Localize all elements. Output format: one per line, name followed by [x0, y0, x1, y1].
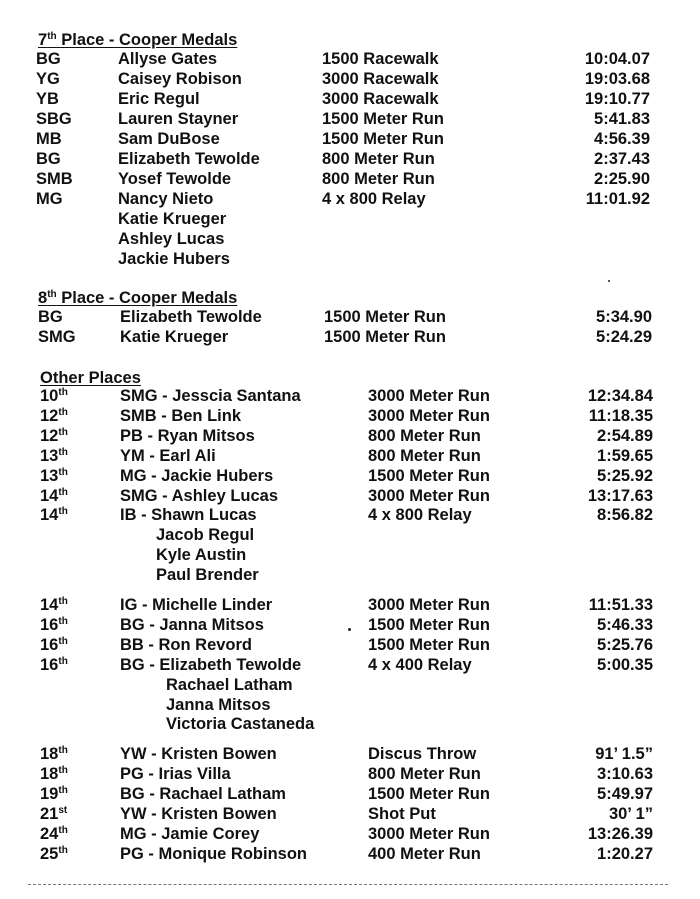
place-label [40, 446, 68, 466]
result-row [0, 426, 700, 446]
relay-member-row [0, 714, 700, 734]
heading-text: Place - Cooper Medals [56, 31, 238, 49]
athlete-name: Nancy Nieto [118, 190, 214, 208]
result-time: 19:03.68 [584, 70, 650, 88]
athlete-name: MG - Jamie Corey [120, 824, 260, 843]
event-name: 3000 Meter Run [368, 824, 490, 843]
result-time: 11:01.92 [585, 190, 650, 208]
place-suffix: th [58, 615, 68, 627]
event-name: 3000 Racewalk [322, 70, 439, 88]
place-number: 12 [40, 426, 59, 445]
place-number: 19 [40, 785, 59, 804]
place-suffix: th [58, 824, 68, 836]
event-name: 3000 Meter Run [368, 406, 490, 425]
place-label [40, 824, 68, 844]
event-name: 4 x 400 Relay [368, 655, 472, 674]
place-number: 14 [40, 506, 59, 525]
result-row [0, 169, 700, 189]
result-row [0, 327, 700, 347]
place-number: 14 [40, 596, 59, 614]
result-row [0, 824, 700, 844]
result-row [0, 844, 700, 864]
event-name: 1500 Meter Run [368, 615, 490, 634]
grade-code: MG [36, 190, 63, 208]
result-time: 5:25.92 [597, 466, 653, 485]
scan-speck [608, 280, 610, 282]
result-time: 5:34.90 [596, 308, 652, 326]
result-time: 1:20.27 [597, 844, 653, 863]
athlete-name: BG - Janna Mitsos [120, 615, 264, 634]
place-number: 14 [40, 486, 59, 505]
grade-code: BG [36, 50, 61, 68]
grade-code: SBG [36, 110, 72, 128]
result-row [0, 307, 700, 327]
result-time: 30’ 1” [608, 805, 653, 823]
result-row [0, 804, 700, 824]
eighth-place-heading [38, 288, 237, 308]
athlete-name: BB - Ron Revord [120, 635, 252, 654]
athlete-name: Elizabeth Tewolde [118, 150, 260, 168]
place-label [40, 744, 68, 764]
grade-code: MB [36, 130, 62, 148]
relay-member-row [0, 209, 700, 229]
result-time: 3:10.63 [597, 765, 653, 784]
athlete-name: SMG - Jesscia Santana [120, 387, 301, 405]
result-row [0, 149, 700, 169]
grade-code: YB [36, 90, 59, 108]
result-row [0, 784, 700, 804]
place-label [40, 505, 68, 525]
place-number: 16 [40, 615, 59, 634]
event-name: 800 Meter Run [368, 446, 481, 465]
grade-code: SMB [36, 170, 73, 188]
place-label [40, 844, 68, 864]
result-time: 5:24.29 [596, 328, 652, 346]
heading-place-number: 8 [38, 289, 48, 307]
place-number: 16 [40, 635, 59, 654]
event-name: 4 x 800 Relay [322, 190, 426, 208]
event-name: 1500 Meter Run [322, 110, 444, 128]
place-suffix: th [58, 446, 68, 458]
relay-member-row [0, 229, 700, 249]
result-row [0, 49, 700, 69]
place-suffix: th [58, 466, 68, 478]
place-label [40, 764, 68, 784]
event-name: Shot Put [368, 805, 436, 823]
event-name: 1500 Meter Run [322, 130, 444, 148]
result-time: 91’ 1.5” [595, 745, 653, 764]
result-time: 1:59.65 [597, 446, 653, 465]
relay-member-name: Kyle Austin [156, 546, 247, 565]
place-label [40, 595, 68, 615]
result-time: 10:04.07 [584, 50, 650, 68]
athlete-name: Caisey Robison [118, 70, 242, 88]
relay-member-name: Jacob Regul [156, 526, 255, 545]
athlete-name: Sam DuBose [118, 130, 220, 148]
result-row [0, 69, 700, 89]
place-label [40, 655, 68, 675]
place-number: 25 [40, 844, 59, 863]
result-row [0, 109, 700, 129]
relay-member-row [0, 545, 700, 565]
eighth-place-heading-row [0, 288, 700, 308]
athlete-name: IB - Shawn Lucas [120, 506, 257, 525]
place-suffix: th [58, 506, 68, 518]
place-number: 18 [40, 745, 59, 764]
result-row [0, 386, 700, 406]
athlete-name: YM - Earl Ali [120, 446, 216, 465]
grade-code: YG [36, 70, 60, 88]
place-label [40, 486, 68, 506]
athlete-name: PG - Irias Villa [120, 765, 231, 784]
place-label [40, 406, 68, 426]
event-name: 3000 Racewalk [322, 90, 439, 108]
result-time: 19:10.77 [584, 90, 650, 108]
relay-member-row [0, 565, 700, 585]
result-time: 5:41.83 [594, 110, 650, 128]
heading-place-suffix: th [47, 289, 57, 300]
place-suffix: st [58, 805, 68, 816]
athlete-name: YW - Kristen Bowen [120, 805, 277, 823]
place-number: 18 [40, 765, 59, 784]
relay-member-name: Ashley Lucas [118, 230, 225, 248]
relay-member-name: Jackie Hubers [118, 250, 230, 268]
place-suffix: th [58, 655, 68, 667]
event-name: 1500 Meter Run [368, 466, 490, 485]
relay-member-name: Paul Brender [156, 566, 259, 585]
place-number: 13 [40, 466, 59, 485]
event-name: 1500 Meter Run [368, 785, 490, 804]
event-name: 400 Meter Run [368, 844, 481, 863]
result-time: 8:56.82 [597, 506, 653, 525]
heading-place-number: 7 [38, 31, 48, 49]
relay-member-row [0, 249, 700, 269]
place-suffix: th [58, 785, 68, 797]
result-row [0, 89, 700, 109]
grade-code: BG [38, 308, 63, 326]
grade-code: SMG [38, 328, 76, 346]
place-suffix: th [58, 844, 68, 856]
result-time: 11:51.33 [588, 596, 653, 614]
result-row [0, 655, 700, 675]
event-name: 1500 Meter Run [368, 635, 490, 654]
heading-place-suffix: th [47, 31, 57, 42]
result-time: 4:56.39 [594, 130, 650, 148]
place-suffix: th [58, 426, 68, 438]
place-suffix: th [58, 387, 68, 398]
other-places-heading: Other Places [40, 369, 141, 387]
result-time: 11:18.35 [588, 406, 653, 425]
place-number: 10 [40, 387, 59, 405]
place-label [40, 804, 67, 824]
event-name: 4 x 800 Relay [368, 506, 472, 525]
result-time: 5:49.97 [597, 785, 653, 804]
seventh-place-heading-row [0, 30, 700, 50]
event-name: 800 Meter Run [368, 426, 481, 445]
bottom-rule [28, 884, 668, 885]
event-name: 1500 Meter Run [324, 328, 446, 346]
place-suffix: th [58, 406, 68, 418]
result-time: 2:37.43 [594, 150, 650, 168]
athlete-name: Lauren Stayner [118, 110, 239, 128]
result-time: 5:25.76 [597, 635, 653, 654]
athlete-name: YW - Kristen Bowen [120, 745, 277, 764]
heading-text: Place - Cooper Medals [56, 289, 238, 307]
place-number: 16 [40, 655, 59, 674]
place-suffix: th [58, 635, 68, 647]
place-suffix: th [58, 596, 68, 607]
place-label [40, 615, 68, 635]
result-time: 5:46.33 [597, 615, 653, 634]
athlete-name: IG - Michelle Linder [120, 596, 273, 614]
result-time: 2:54.89 [597, 426, 653, 445]
place-number: 12 [40, 406, 59, 425]
result-row [0, 595, 700, 615]
relay-member-name: Victoria Castaneda [166, 715, 315, 734]
result-row [0, 764, 700, 784]
athlete-name: PB - Ryan Mitsos [120, 426, 255, 445]
event-name: 1500 Meter Run [324, 308, 446, 326]
place-label [40, 466, 68, 486]
place-suffix: th [58, 765, 68, 777]
place-suffix: th [58, 745, 68, 757]
event-name: 3000 Meter Run [368, 486, 490, 505]
athlete-name: Yosef Tewolde [118, 170, 232, 188]
grade-code: BG [36, 150, 61, 168]
relay-member-row [0, 695, 700, 715]
athlete-name: SMB - Ben Link [120, 406, 242, 425]
result-row [0, 615, 700, 635]
athlete-name: SMG - Ashley Lucas [120, 486, 279, 505]
place-number: 21 [40, 805, 59, 823]
result-row [0, 744, 700, 764]
scan-speck [348, 628, 351, 631]
result-row [0, 189, 700, 209]
place-suffix: th [58, 486, 68, 498]
event-name: 800 Meter Run [322, 150, 435, 168]
athlete-name: Elizabeth Tewolde [120, 308, 262, 326]
relay-member-row [0, 675, 700, 695]
result-row [0, 635, 700, 655]
place-label [40, 635, 68, 655]
event-name: 800 Meter Run [322, 170, 435, 188]
relay-member-name: Katie Krueger [118, 210, 227, 228]
place-number: 13 [40, 446, 59, 465]
result-time: 2:25.90 [594, 170, 650, 188]
event-name: Discus Throw [368, 745, 477, 764]
athlete-name: Katie Krueger [120, 328, 229, 346]
result-time: 13:26.39 [587, 824, 653, 843]
relay-member-row [0, 525, 700, 545]
athlete-name: BG - Rachael Latham [120, 785, 286, 804]
result-row [0, 406, 700, 426]
athlete-name: MG - Jackie Hubers [120, 466, 274, 485]
athlete-name: BG - Elizabeth Tewolde [120, 655, 302, 674]
result-row [0, 466, 700, 486]
athlete-name: Allyse Gates [118, 50, 218, 68]
relay-member-name: Rachael Latham [166, 675, 293, 694]
event-name: 1500 Racewalk [322, 50, 439, 68]
result-row [0, 129, 700, 149]
place-label [40, 784, 68, 804]
result-row [0, 486, 700, 506]
result-time: 5:00.35 [597, 655, 653, 674]
event-name: 800 Meter Run [368, 765, 481, 784]
result-row [0, 446, 700, 466]
place-number: 24 [40, 824, 59, 843]
result-time: 13:17.63 [587, 486, 653, 505]
result-row [0, 505, 700, 525]
event-name: 3000 Meter Run [368, 596, 490, 614]
place-label [40, 386, 68, 406]
place-label [40, 426, 68, 446]
athlete-name: Eric Regul [118, 90, 200, 108]
seventh-place-heading [38, 30, 237, 50]
event-name: 3000 Meter Run [368, 387, 490, 405]
other-places-heading-row [0, 368, 700, 388]
athlete-name: PG - Monique Robinson [120, 844, 307, 863]
relay-member-name: Janna Mitsos [166, 695, 271, 714]
result-time: 12:34.84 [587, 387, 653, 405]
